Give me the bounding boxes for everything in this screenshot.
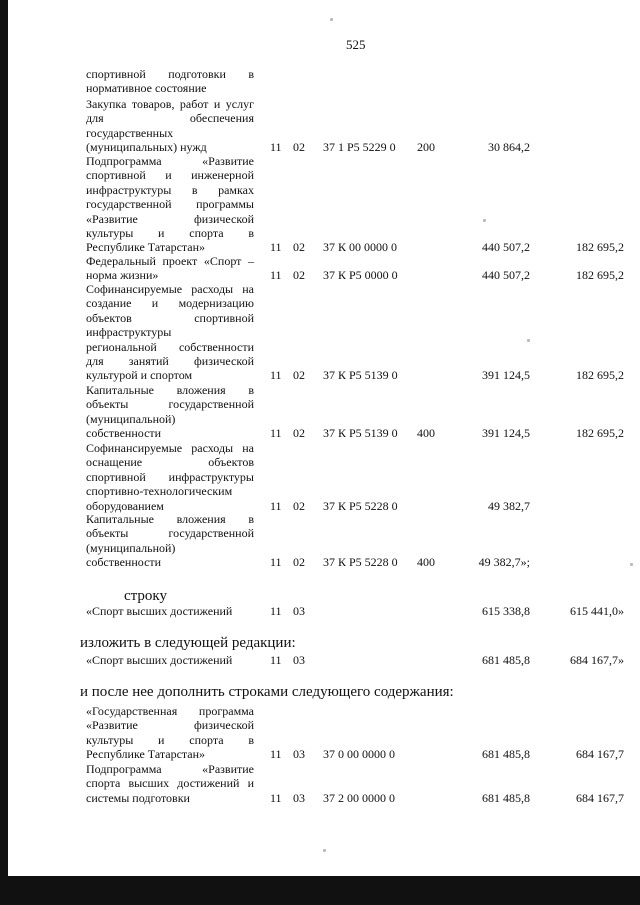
target-article-code: 37 2 00 0000 0 <box>323 790 395 805</box>
row-name-line: создание и модернизацию <box>86 296 254 311</box>
amount-year-1: 30 864,2 <box>488 140 530 155</box>
section-code: 11 <box>270 498 282 513</box>
target-article-code: 37 К P5 0000 0 <box>323 268 398 283</box>
target-article-code: 37 К P5 5228 0 <box>323 498 398 513</box>
target-article-code: 37 К P5 5228 0 <box>323 555 398 570</box>
amount-year-2: 615 441,0» <box>570 604 624 618</box>
section-code: 11 <box>270 240 282 255</box>
row-name-line: спортивной инфраструктуры <box>86 469 254 484</box>
section-code: 11 <box>270 790 282 805</box>
row-name-line: «Развитие физической <box>86 718 254 733</box>
amount-year-1: 49 382,7 <box>488 498 530 513</box>
row-name-line: оборудованием <box>86 498 164 513</box>
amount-year-2: 182 695,2 <box>576 368 624 383</box>
row-name-line: «Развитие физической <box>86 211 254 226</box>
subsection-code: 02 <box>293 368 305 383</box>
amount-year-1: 440 507,2 <box>482 268 530 283</box>
subsection-code: 02 <box>293 498 305 513</box>
row-name-line: «Государственная программа <box>86 704 254 718</box>
row-name-line: спортивной и инженерной <box>86 168 254 183</box>
amount-year-2: 684 167,7 <box>576 790 624 805</box>
row-name <box>86 154 254 255</box>
target-article-code: 37 0 00 0000 0 <box>323 747 395 762</box>
scan-speck <box>483 219 486 222</box>
expense-type-code: 400 <box>417 426 435 441</box>
row-name-line: Капитальные вложения в <box>86 383 254 397</box>
amount-year-2: 684 167,7» <box>570 653 624 667</box>
row-name-line: Республике Татарстан» <box>86 240 206 255</box>
row-name <box>86 254 254 283</box>
subsection-code: 02 <box>293 140 305 155</box>
row-name-line: (муниципальной) <box>86 540 176 555</box>
scan-speck <box>323 849 326 852</box>
amount-year-1: 391 124,5 <box>482 426 530 441</box>
section-code: 11 <box>270 653 282 667</box>
row-name <box>86 604 254 618</box>
subsection-code: 02 <box>293 240 305 255</box>
expense-type-code: 200 <box>417 140 435 155</box>
amount-year-1: 615 338,8 <box>482 604 530 618</box>
subsection-code: 03 <box>293 604 305 618</box>
row-name-line: инфраструктуры <box>86 325 172 340</box>
row-name-line: спорта высших достижений и <box>86 776 254 791</box>
scan-speck <box>527 339 530 342</box>
row-name-line: для обеспечения <box>86 111 254 126</box>
row-name-line: (муниципальной) <box>86 411 176 426</box>
section-code: 11 <box>270 268 282 283</box>
row-name-line: собственности <box>86 426 162 441</box>
row-name-line: объекты государственной <box>86 526 254 541</box>
row-name-line: объекты государственной <box>86 397 254 412</box>
expense-type-code: 400 <box>417 555 435 570</box>
row-name <box>86 97 254 155</box>
amount-year-2: 182 695,2 <box>576 268 624 283</box>
target-article-code: 37 К 00 0000 0 <box>323 240 398 255</box>
section-code: 11 <box>270 368 282 383</box>
row-name-line: государственных <box>86 125 174 140</box>
section-code: 11 <box>270 604 282 618</box>
row-name-line: Софинансируемые расходы на <box>86 282 254 296</box>
row-name <box>86 512 254 570</box>
subsection-code: 03 <box>293 747 305 762</box>
row-name-line: спортивной подготовки в <box>86 67 254 81</box>
section-code: 11 <box>270 555 282 570</box>
scan-border-left <box>0 0 8 905</box>
target-article-code: 37 К P5 5139 0 <box>323 426 398 441</box>
amount-year-1: 391 124,5 <box>482 368 530 383</box>
row-name-line: Софинансируемые расходы на <box>86 441 254 455</box>
amendment-heading-izlozhit: изложить в следующей редакции: <box>80 635 296 651</box>
row-name-line: государственной программы <box>86 197 254 212</box>
amount-year-1: 681 485,8 <box>482 653 530 667</box>
amendment-heading-stroku: строку <box>124 588 167 604</box>
row-name-line: оснащение объектов <box>86 455 254 470</box>
row-name <box>86 762 254 805</box>
row-name <box>86 653 254 667</box>
row-name-line: объектов спортивной <box>86 310 254 325</box>
row-name <box>86 383 254 441</box>
subsection-code: 03 <box>293 790 305 805</box>
row-name-line: региональной собственности <box>86 339 254 354</box>
amount-year-2: 182 695,2 <box>576 240 624 255</box>
subsection-code: 02 <box>293 555 305 570</box>
row-name-line: культуры и спорта в <box>86 226 254 241</box>
amount-year-1: 49 382,7»; <box>478 555 530 570</box>
row-name-line: «Спорт высших достижений <box>86 653 233 667</box>
row-name-line: норма жизни» <box>86 268 159 283</box>
row-name-line: (муниципальных) нужд <box>86 140 207 155</box>
row-name-line: Подпрограмма «Развитие <box>86 762 254 776</box>
page-number: 525 <box>346 37 366 52</box>
section-code: 11 <box>270 140 282 155</box>
subsection-code: 02 <box>293 268 305 283</box>
row-name-line: культурой и спортом <box>86 368 193 383</box>
row-name-line: спортивно-технологическим <box>86 484 233 499</box>
row-name <box>86 67 254 96</box>
scan-speck <box>630 563 633 566</box>
amount-year-1: 681 485,8 <box>482 747 530 762</box>
row-name-line: системы подготовки <box>86 790 190 805</box>
amount-year-1: 681 485,8 <box>482 790 530 805</box>
row-name-line: инфраструктуры в рамках <box>86 182 254 197</box>
scan-speck <box>330 18 333 21</box>
amount-year-2: 684 167,7 <box>576 747 624 762</box>
amount-year-2: 182 695,2 <box>576 426 624 441</box>
row-name-line: культуры и спорта в <box>86 732 254 747</box>
row-name <box>86 441 254 513</box>
subsection-code: 02 <box>293 426 305 441</box>
scan-border-bottom <box>0 876 640 905</box>
row-name <box>86 704 254 762</box>
row-name-line: Республике Татарстан» <box>86 747 206 762</box>
row-name-line: нормативное состояние <box>86 81 207 96</box>
row-name-line: Подпрограмма «Развитие <box>86 154 254 168</box>
row-name-line: Закупка товаров, работ и услуг <box>86 97 254 111</box>
row-name <box>86 282 254 383</box>
section-code: 11 <box>270 426 282 441</box>
row-name-line: для занятий физической <box>86 354 254 369</box>
row-name-line: Федеральный проект «Спорт – <box>86 254 254 268</box>
row-name-line: «Спорт высших достижений <box>86 604 233 618</box>
target-article-code: 37 К P5 5139 0 <box>323 368 398 383</box>
subsection-code: 03 <box>293 653 305 667</box>
row-name-line: собственности <box>86 555 162 570</box>
target-article-code: 37 1 P5 5229 0 <box>323 140 396 155</box>
amount-year-1: 440 507,2 <box>482 240 530 255</box>
section-code: 11 <box>270 747 282 762</box>
amendment-heading-dopolnit: и после нее дополнить строками следующего содержания: <box>80 684 454 700</box>
row-name-line: Капитальные вложения в <box>86 512 254 526</box>
